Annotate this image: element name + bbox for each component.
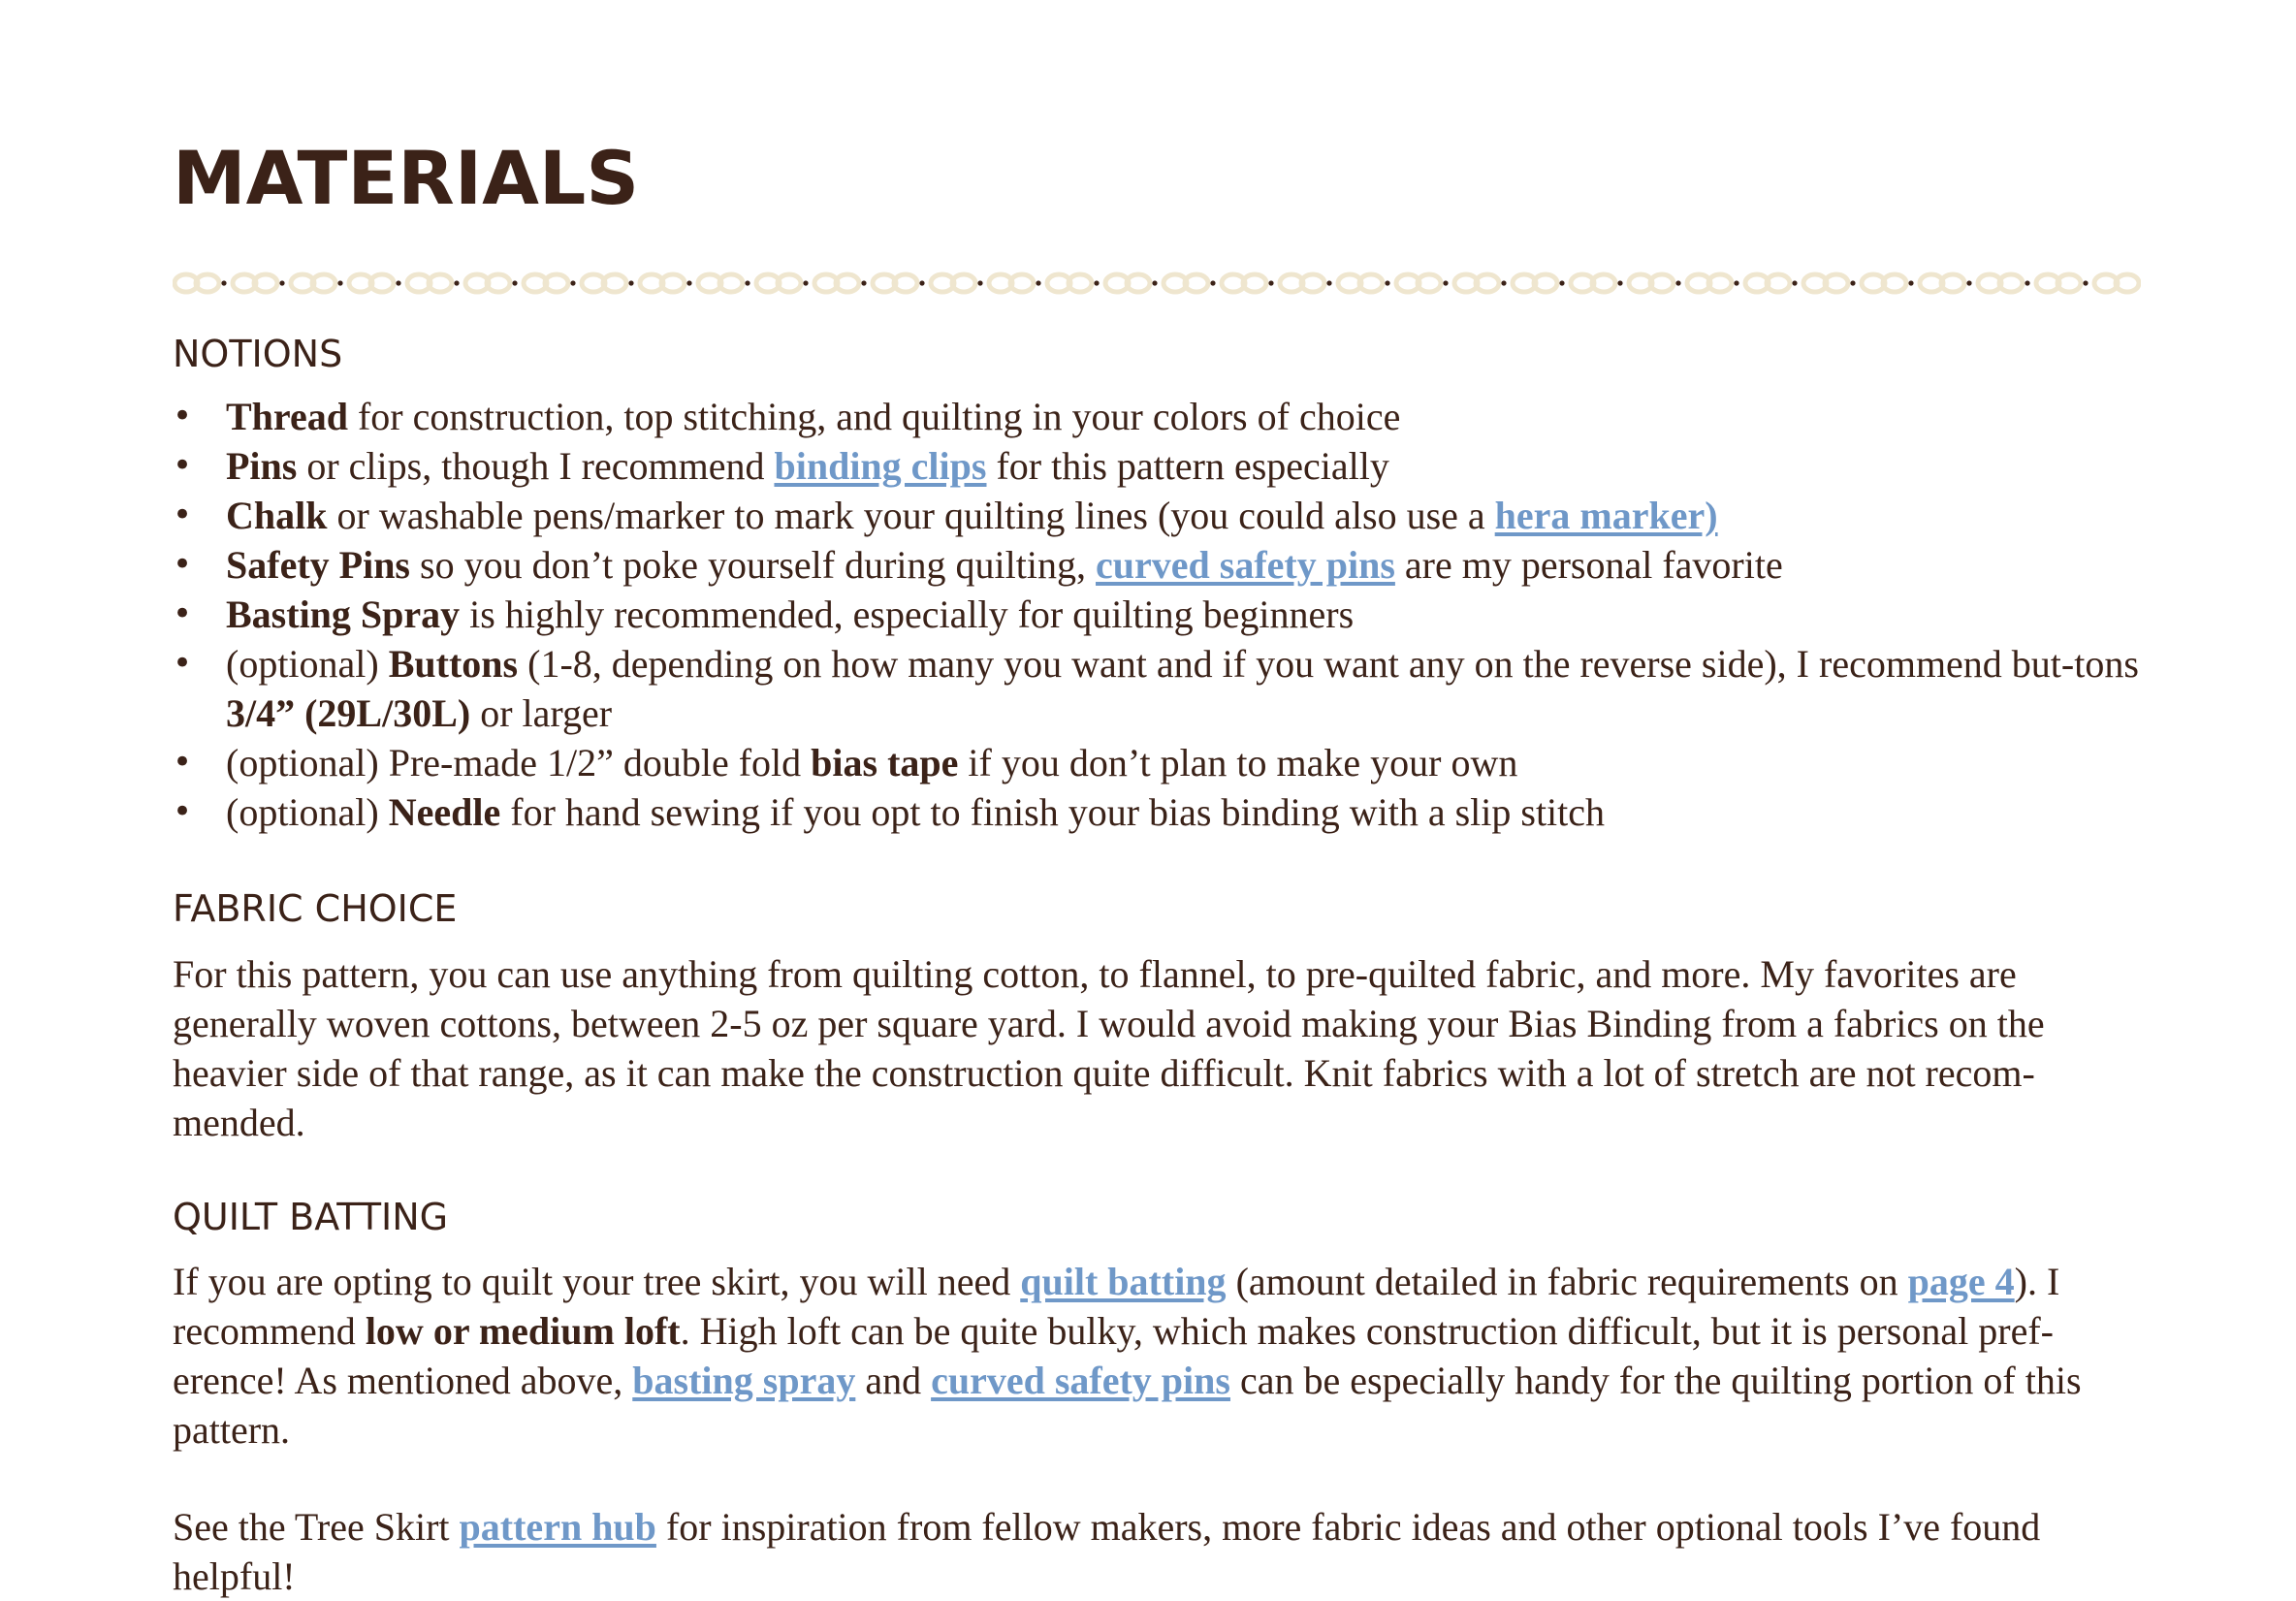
hera-marker-link[interactable]: hera marker) (1494, 494, 1718, 537)
item-bold: Needle (388, 790, 501, 834)
divider-motif (756, 274, 801, 292)
divider-motif (873, 274, 917, 292)
curved-safety-pins-link[interactable]: curved safety pins (931, 1359, 1230, 1402)
item-text: so you don’t poke yourself during quilting, (410, 543, 1096, 587)
list-item (173, 738, 2141, 787)
divider-motif (1047, 274, 1092, 292)
divider-dot (1094, 280, 1099, 285)
divider-motif (640, 274, 685, 292)
basting-spray-link[interactable]: basting spray (632, 1359, 856, 1402)
bullet-icon: • (173, 446, 193, 485)
divider-motif (175, 274, 219, 292)
divider-dot (1734, 280, 1738, 285)
list-item (173, 392, 2141, 441)
divider-dot (337, 280, 342, 285)
divider-dot (454, 280, 459, 285)
divider-motif (407, 274, 452, 292)
item-text-after: or larger (470, 691, 613, 735)
page-4-link[interactable]: page 4 (1907, 1260, 2015, 1303)
divider-dot (396, 280, 400, 285)
divider-dot (1385, 280, 1389, 285)
bullet-icon: • (173, 545, 193, 584)
divider-motif (1745, 274, 1790, 292)
divider-motif (1629, 274, 1674, 292)
text-run: . High loft can be quite bulky, which makes construction difficult, but it is personal pref-erence! As mentioned above, (173, 1309, 2054, 1402)
divider-motif (1862, 274, 1906, 292)
item-bold: Pins (226, 444, 298, 488)
divider-motif (1454, 274, 1499, 292)
loft-bold: low or medium loft (365, 1309, 681, 1353)
divider-dot (1792, 280, 1797, 285)
divider-motif (233, 274, 277, 292)
divider-motif (524, 274, 568, 292)
quilt-batting-paragraph (173, 1257, 2141, 1455)
item-prefix: (optional) (226, 642, 389, 686)
curved-safety-pins-link[interactable]: curved safety pins (1096, 543, 1395, 587)
list-item (173, 491, 2141, 540)
divider-dot (2083, 280, 2088, 285)
divider-dot (2025, 280, 2029, 285)
divider-motif (1338, 274, 1383, 292)
item-text: or washable pens/marker to mark your quilting lines (you could also use a (327, 494, 1495, 537)
divider-motif (349, 274, 394, 292)
list-item (173, 590, 2141, 639)
bullet-icon: • (173, 594, 193, 633)
divider-dot (1268, 280, 1273, 285)
divider-dot (1908, 280, 1913, 285)
item-bold-size: 3/4” (29L/30L) (226, 691, 471, 735)
divider-motif (698, 274, 743, 292)
divider-dot (861, 280, 866, 285)
divider-motif (1571, 274, 1615, 292)
divider-dot (1966, 280, 1971, 285)
text-run: can be especially handy for the quilting portion of this pattern. (173, 1359, 2082, 1452)
text-run: for inspiration from fellow makers, more fabric ideas and other optional tools I’ve found helpful! (173, 1505, 2041, 1598)
bullet-icon: • (173, 397, 193, 435)
item-bold: Chalk (226, 494, 328, 537)
item-bold: bias tape (811, 741, 959, 784)
notions-heading: NOTIONS (173, 333, 343, 375)
bullet-icon: • (173, 496, 193, 534)
item-text: (1-8, depending on how many you want and if you want any on the reverse side), I recommend but-tons (518, 642, 2139, 686)
divider-dot (686, 280, 691, 285)
list-item (173, 540, 2141, 590)
divider-dot (1617, 280, 1622, 285)
item-bold: Thread (226, 395, 348, 438)
quilt-batting-heading: QUILT BATTING (173, 1196, 449, 1238)
divider-dot (512, 280, 517, 285)
divider-dot (919, 280, 924, 285)
divider-dot (1559, 280, 1564, 285)
divider-dot (628, 280, 633, 285)
divider-dot (1501, 280, 1506, 285)
item-prefix: (optional) (226, 790, 389, 834)
item-text: is highly recommended, especially for quilting beginners (460, 592, 1355, 636)
divider-motif (465, 274, 510, 292)
text-run: (amount detailed in fabric requirements on (1226, 1260, 1908, 1303)
item-text-after: are my personal favorite (1394, 543, 1783, 587)
pattern-hub-link[interactable]: pattern hub (459, 1505, 656, 1549)
item-text: if you don’t plan to make your own (958, 741, 1518, 784)
text-run: ). I recommend (173, 1260, 2060, 1353)
divider-motif (1920, 274, 1964, 292)
divider-motif (2094, 274, 2139, 292)
decorative-divider (173, 262, 2141, 304)
fabric-choice-paragraph: For this pattern, you can use anything from quilting cotton, to flannel, to pre-quilted fabric, and more. My favorites are generally woven cottons, between 2-5 oz per square yard. I would avoid making your Bias Binding from a fabrics on the heavier side of that range, as it can make the construction quite difficult. Knit fabrics with a lot of stretch are not recom-mended. (173, 952, 2045, 1144)
divider-motif (1280, 274, 1324, 292)
list-item (173, 441, 2141, 491)
divider-dot (1443, 280, 1448, 285)
list-item (173, 787, 2141, 837)
fabric-choice-heading: FABRIC CHOICE (173, 887, 458, 930)
divider-dot (977, 280, 982, 285)
divider-dot (745, 280, 749, 285)
divider-motif (1396, 274, 1441, 292)
binding-clips-link[interactable]: binding clips (774, 444, 987, 488)
item-text: for construction, top stitching, and quilting in your colors of choice (347, 395, 1401, 438)
divider-dot (1210, 280, 1215, 285)
divider-motif (931, 274, 975, 292)
bullet-icon: • (173, 792, 193, 831)
item-text: for hand sewing if you opt to finish your bias binding with a slip stitch (500, 790, 1606, 834)
text-run: and (855, 1359, 932, 1402)
closing-paragraph (173, 1502, 2141, 1601)
divider-dot (570, 280, 575, 285)
divider-motif (1687, 274, 1732, 292)
divider-motif (582, 274, 626, 292)
bullet-icon: • (173, 743, 193, 782)
divider-dot (1675, 280, 1680, 285)
divider-dot (279, 280, 284, 285)
divider-motif (989, 274, 1034, 292)
divider-motif (1513, 274, 1557, 292)
item-text: or clips, though I recommend (297, 444, 775, 488)
divider-motif (1164, 274, 1208, 292)
divider-dot (1036, 280, 1040, 285)
bullet-icon: • (173, 644, 193, 683)
divider-motif (1105, 274, 1150, 292)
divider-dot (1326, 280, 1331, 285)
divider-dot (1850, 280, 1855, 285)
notions-list (173, 392, 2141, 837)
item-prefix: (optional) Pre-made 1/2” double fold (226, 741, 812, 784)
list-item (173, 639, 2141, 738)
item-bold: Buttons (388, 642, 519, 686)
divider-motif (1803, 274, 1848, 292)
page-title: MATERIALS (173, 135, 640, 221)
text-run: See the Tree Skirt (173, 1505, 460, 1549)
item-bold: Basting Spray (226, 592, 461, 636)
divider-dot (221, 280, 226, 285)
divider-motif (2036, 274, 2081, 292)
item-bold: Safety Pins (226, 543, 410, 587)
text-run: If you are opting to quilt your tree skirt, you will need (173, 1260, 1021, 1303)
item-text-after: for this pattern especially (986, 444, 1389, 488)
quilt-batting-link[interactable]: quilt batting (1020, 1260, 1227, 1303)
divider-motif (291, 274, 335, 292)
divider-motif (1978, 274, 2023, 292)
divider-dot (1152, 280, 1157, 285)
divider-motif (814, 274, 859, 292)
divider-motif (1222, 274, 1266, 292)
divider-dot (803, 280, 808, 285)
